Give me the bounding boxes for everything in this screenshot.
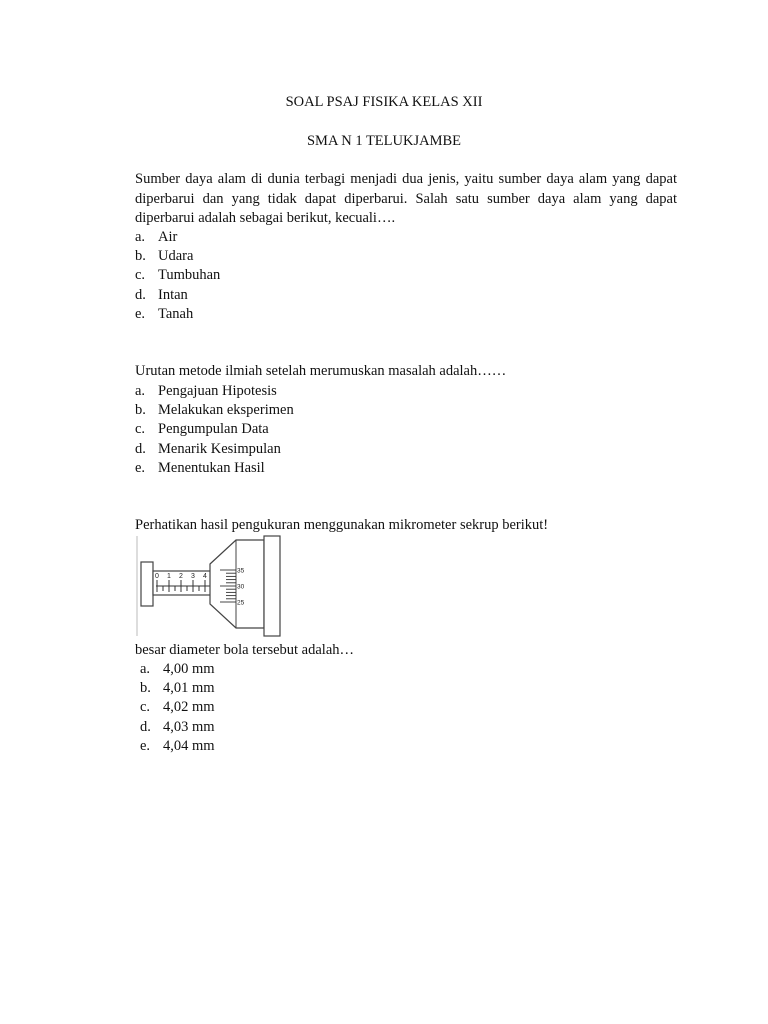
option-letter: b. bbox=[140, 680, 151, 697]
sleeve-label: 3 bbox=[191, 573, 195, 580]
option bbox=[140, 679, 215, 698]
sleeve-label: 4 bbox=[203, 573, 207, 580]
option bbox=[135, 247, 220, 266]
school-name: SMA N 1 TELUKJAMBE bbox=[306, 133, 461, 149]
option-text: 4,01 mm bbox=[163, 680, 215, 697]
option bbox=[135, 382, 294, 401]
question-3-stem: Perhatikan hasil pengukuran menggunakan mikrometer sekrup berikut! bbox=[135, 517, 549, 533]
option bbox=[135, 228, 220, 247]
question-3-options bbox=[140, 660, 215, 756]
micrometer-ratchet bbox=[264, 536, 280, 636]
option bbox=[140, 737, 215, 756]
option-text: Udara bbox=[158, 248, 194, 265]
option-letter: e. bbox=[135, 459, 146, 476]
option-letter: c. bbox=[135, 421, 146, 438]
question-2-options bbox=[135, 382, 294, 478]
option-text: Intan bbox=[158, 286, 188, 303]
option bbox=[140, 698, 215, 717]
document-title: SOAL PSAJ FISIKA KELAS XII bbox=[285, 94, 483, 110]
micrometer-anvil bbox=[141, 562, 153, 606]
sleeve-label: 2 bbox=[179, 573, 183, 580]
option-letter: a. bbox=[135, 229, 146, 245]
option-text: Pengajuan Hipotesis bbox=[158, 383, 277, 399]
option-text: Air bbox=[158, 229, 178, 245]
option bbox=[140, 718, 215, 737]
micrometer-figure bbox=[136, 534, 284, 638]
question-1-options bbox=[135, 228, 220, 324]
thimble-label: 25 bbox=[237, 599, 245, 607]
option bbox=[135, 420, 294, 439]
question-3-stem-after: besar diameter bola tersebut adalah… bbox=[135, 642, 355, 658]
option bbox=[135, 286, 220, 305]
option-letter: d. bbox=[140, 718, 151, 735]
option-letter: b. bbox=[135, 248, 146, 265]
option bbox=[135, 266, 220, 285]
option bbox=[135, 305, 220, 324]
option-text: Tumbuhan bbox=[158, 267, 221, 284]
option-text: Melakukan eksperimen bbox=[158, 402, 294, 419]
option-letter: c. bbox=[140, 699, 151, 716]
option-text: 4,02 mm bbox=[163, 699, 215, 716]
option-letter: e. bbox=[135, 305, 146, 322]
option-letter: b. bbox=[135, 402, 146, 419]
option-text: Pengumpulan Data bbox=[158, 421, 269, 438]
sleeve-label: 1 bbox=[167, 573, 171, 580]
option-text: 4,03 mm bbox=[163, 718, 215, 735]
option-letter: c. bbox=[135, 267, 146, 284]
option-text: Menarik Kesimpulan bbox=[158, 440, 281, 457]
option-text: 4,04 mm bbox=[163, 737, 215, 754]
option-letter: d. bbox=[135, 440, 146, 457]
option-letter: a. bbox=[135, 383, 146, 399]
option bbox=[135, 459, 294, 478]
sleeve-label: 0 bbox=[155, 573, 159, 580]
option-letter: d. bbox=[135, 286, 146, 303]
question-1-stem: Sumber daya alam di dunia terbagi menjadi dua jenis, yaitu sumber daya alam yang dapat diperbarui dan yang tidak dapat diperbarui. Salah satu sumber daya alam yang dapat diperbarui adalah sebagai berikut, kecuali…. bbox=[135, 171, 677, 226]
question-2-stem: Urutan metode ilmiah setelah merumuskan masalah adalah…… bbox=[135, 363, 507, 379]
option-text: 4,00 mm bbox=[163, 661, 215, 677]
option bbox=[135, 401, 294, 420]
option bbox=[140, 660, 215, 679]
thimble-label: 35 bbox=[237, 567, 245, 575]
option-letter: e. bbox=[140, 737, 151, 754]
option-text: Menentukan Hasil bbox=[158, 459, 265, 476]
option-letter: a. bbox=[140, 661, 151, 677]
option bbox=[135, 440, 294, 459]
option-text: Tanah bbox=[158, 305, 194, 322]
thimble-label: 30 bbox=[237, 583, 245, 591]
